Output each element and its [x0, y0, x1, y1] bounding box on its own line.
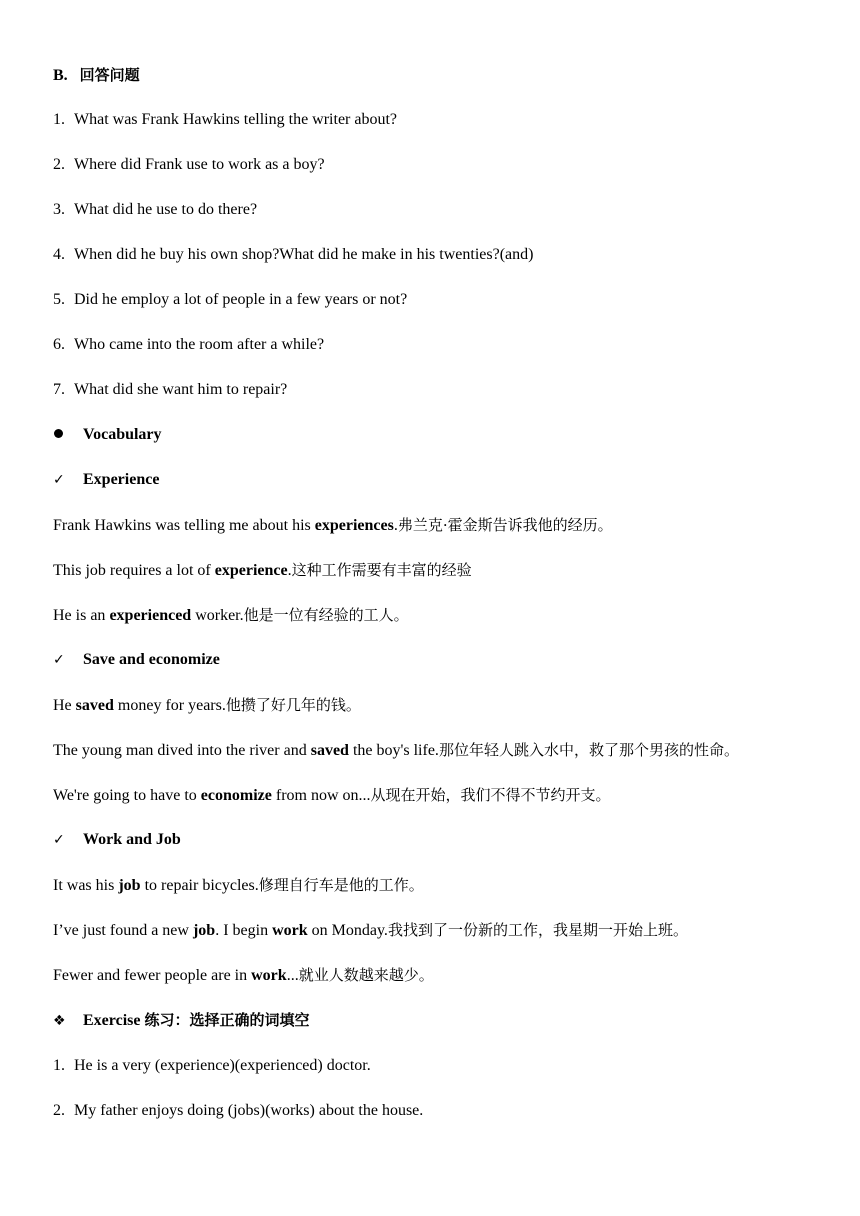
keyword: experience [214, 562, 288, 579]
exercise-number: 1. [53, 1057, 65, 1074]
chinese-translation: 弗兰克·霍金斯告诉我他的经历。 [397, 516, 613, 534]
keyword: economize [200, 787, 272, 804]
example-sentence [53, 515, 613, 536]
sentence-text: Fewer and fewer people are in [53, 967, 252, 984]
question-text: What did he use to do there? [74, 201, 258, 218]
chinese-translation: 那位年轻人跳入水中，救了那个男孩的性命。 [438, 741, 739, 759]
sentence-text: Frank Hawkins was telling me about his [53, 517, 315, 534]
sentence-text: from now on... [271, 787, 371, 804]
exercise-title-en: Exercise [83, 1012, 141, 1029]
question-item [53, 290, 407, 310]
sentence-text: the boy's life. [348, 742, 439, 759]
chinese-translation: 我找到了一份新的工作，我星期一开始上班。 [387, 921, 688, 939]
sentence-text: This job requires a lot of [53, 562, 215, 579]
section-b-heading [53, 65, 140, 86]
experience-heading [53, 470, 159, 490]
example-sentence [53, 785, 611, 806]
sentence-text: We're going to have to [53, 787, 201, 804]
question-text: Where did Frank use to work as a boy? [74, 156, 325, 173]
section-title: 回答问题 [79, 66, 140, 84]
work-heading [53, 830, 181, 850]
save-title: Save and economize [83, 651, 220, 668]
sentence-text: I’ve just found a new [53, 922, 193, 939]
sentence-text: on Monday. [307, 922, 388, 939]
exercise-item [53, 1056, 371, 1076]
question-number: 1. [53, 111, 65, 128]
example-sentence [53, 740, 739, 761]
sentence-text: He [53, 697, 76, 714]
question-item [53, 155, 325, 175]
keyword: saved [310, 742, 349, 759]
question-item [53, 335, 324, 355]
sentence-text: It was his [53, 877, 119, 894]
section-letter: B. [53, 67, 68, 84]
example-sentence [53, 560, 472, 581]
chinese-translation: 他攒了好几年的钱。 [225, 696, 361, 714]
question-text: Who came into the room after a while? [74, 336, 325, 353]
question-item [53, 200, 257, 220]
exercise-heading [53, 1010, 309, 1031]
example-sentence [53, 605, 409, 626]
exercise-title-cn: 练习：选择正确的词填空 [144, 1011, 310, 1029]
chinese-translation: 这种工作需要有丰富的经验 [291, 561, 472, 579]
exercise-item [53, 1101, 423, 1121]
question-item [53, 380, 287, 400]
chinese-translation: 就业人数越来越少。 [298, 966, 434, 984]
sentence-text: money for years. [113, 697, 226, 714]
example-sentence [53, 965, 434, 986]
sentence-text: The young man dived into the river and [53, 742, 311, 759]
question-text: When did he buy his own shop?What did he make in his twenties?(and) [74, 246, 534, 263]
bullet-dot-icon [54, 429, 63, 438]
diamond-bullet-icon: ❖ [53, 1013, 66, 1029]
example-sentence [53, 695, 361, 716]
work-title: Work and Job [83, 831, 181, 848]
exercise-text: My father enjoys doing (jobs)(works) about the house. [74, 1102, 424, 1119]
question-number: 3. [53, 201, 65, 218]
chinese-translation: 从现在开始，我们不得不节约开支。 [370, 786, 611, 804]
example-sentence [53, 875, 424, 896]
chinese-translation: 他是一位有经验的工人。 [243, 606, 409, 624]
vocabulary-heading [53, 425, 162, 445]
checkmark-icon: ✓ [53, 832, 65, 848]
question-item [53, 110, 397, 130]
sentence-text: . [287, 562, 292, 579]
save-heading [53, 650, 220, 670]
question-number: 4. [53, 246, 65, 263]
sentence-text: ... [286, 967, 299, 984]
sentence-text: He is an [53, 607, 110, 624]
chinese-translation: 修理自行车是他的工作。 [258, 876, 424, 894]
keyword: saved [75, 697, 114, 714]
question-text: What did she want him to repair? [74, 381, 288, 398]
keyword: work [251, 967, 287, 984]
sentence-text: worker. [191, 607, 244, 624]
keyword: experienced [109, 607, 192, 624]
question-number: 5. [53, 291, 65, 308]
vocabulary-title: Vocabulary [83, 426, 162, 443]
keyword: experiences [314, 517, 394, 534]
keyword: work [272, 922, 308, 939]
checkmark-icon: ✓ [53, 472, 65, 488]
question-item [53, 245, 533, 265]
sentence-text: . [393, 517, 398, 534]
question-number: 2. [53, 156, 65, 173]
keyword: job [192, 922, 216, 939]
checkmark-icon: ✓ [53, 652, 65, 668]
exercise-text: He is a very (experience)(experienced) doctor. [74, 1057, 371, 1074]
question-text: Did he employ a lot of people in a few years or not? [74, 291, 408, 308]
sentence-text: . I begin [215, 922, 273, 939]
experience-title: Experience [83, 471, 160, 488]
question-text: What was Frank Hawkins telling the writer about? [74, 111, 398, 128]
exercise-number: 2. [53, 1102, 65, 1119]
question-number: 7. [53, 381, 65, 398]
keyword: job [118, 877, 141, 894]
sentence-text: to repair bicycles. [140, 877, 259, 894]
question-number: 6. [53, 336, 65, 353]
example-sentence [53, 920, 688, 941]
